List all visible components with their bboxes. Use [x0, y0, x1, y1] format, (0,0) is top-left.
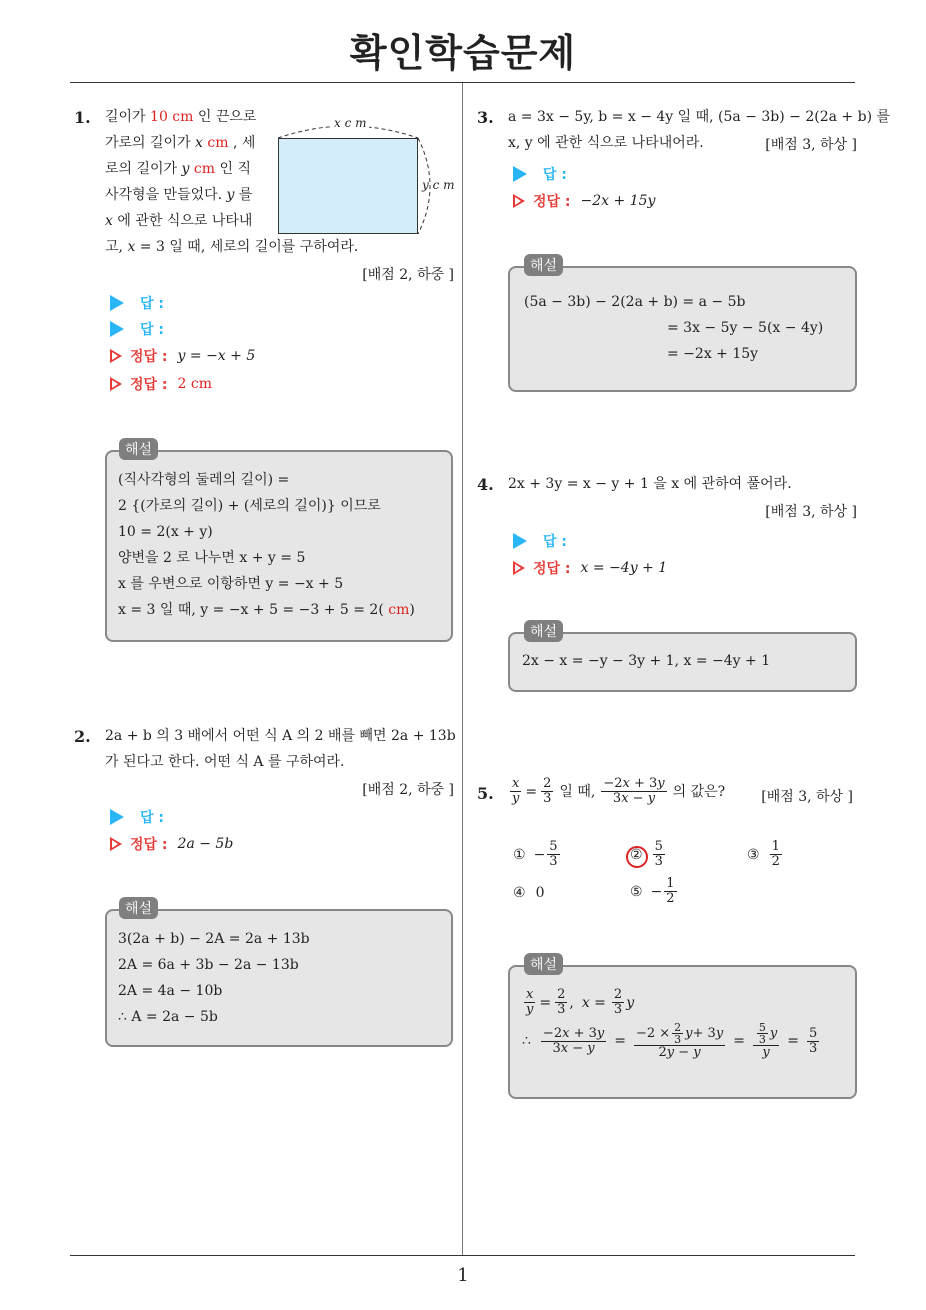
problem-5-question: $\frac{x}{y}$ = $\frac{2}{3}$ 일 때, $\frac{-2x + 3y}{3x - y}$ 의 값은? — [512, 776, 726, 806]
choice-1[interactable]: ① − $\frac{5}{3}$ — [513, 839, 558, 869]
choice-2[interactable]: ② $\frac{5}{3}$ — [630, 840, 667, 869]
play-icon — [513, 533, 527, 549]
figure-label-width: x c m — [334, 116, 367, 130]
problem-3-correct: 정답 : −2x + 15y — [513, 189, 655, 213]
problem-3-answer: 답 : — [513, 162, 567, 186]
problem-4-number: 4. — [477, 475, 494, 494]
figure-label-height: y c m — [422, 178, 455, 192]
play-icon — [513, 166, 527, 182]
explanation-tag: 해설 — [119, 438, 158, 460]
outline-triangle-icon — [513, 561, 525, 575]
problem-5-number: 5. — [477, 784, 494, 803]
problem-1-explanation: (직사각형의 둘레의 길이) = 2 {(가로의 길이) + (세로의 길이)} 이므로 10 = 2(x + y) 양변을 2 로 나누면 x + y = 5 x 를 우변으로 이항하면 y = −x + 5 x = 3 일 때, y = −x + 5 = −3 + 5 = 2( cm) — [118, 472, 415, 618]
problem-3-explanation-line-1: (5a − 3b) − 2(2a + b) = a − 5b — [524, 294, 746, 310]
choice-4[interactable]: ④ 0 — [513, 885, 545, 901]
problem-1-correct-1: 정답 : y = −x + 5 — [110, 344, 255, 368]
problem-4-meta: [배점 3, 하상 ] — [765, 504, 857, 520]
problem-3-number: 3. — [477, 108, 494, 127]
problem-3-meta: [배점 3, 하상 ] — [765, 137, 857, 153]
problem-4-answer: 답 : — [513, 529, 567, 553]
selected-circle-mark — [626, 846, 648, 868]
column-divider — [462, 83, 463, 1256]
choice-5[interactable]: ⑤ − $\frac{1}{2}$ — [630, 876, 675, 906]
rectangle-shape — [278, 138, 418, 234]
problem-3-explanation-line-2: = 3x − 5y − 5(x − 4y) — [667, 320, 824, 336]
play-icon — [110, 321, 124, 337]
outline-triangle-icon — [110, 377, 122, 391]
problem-2-correct: 정답 : 2a − 5b — [110, 832, 233, 856]
problem-3-explanation-line-3: = −2x + 15y — [667, 346, 759, 362]
problem-1-meta: [배점 2, 하중 ] — [362, 267, 454, 283]
bottom-divider — [70, 1255, 855, 1256]
problem-2-explanation: 3(2a + b) − 2A = 2a + 13b 2A = 6a + 3b − 2a − 13b 2A = 4a − 10b ∴ A = 2a − 5b — [118, 931, 310, 1025]
explanation-tag: 해설 — [524, 254, 563, 276]
problem-3-text: a = 3x − 5y, b = x − 4y 일 때, (5a − 3b) − 2(2a + b) 를 x, y 에 관한 식으로 나타내어라. — [508, 109, 891, 151]
play-icon — [110, 295, 124, 311]
problem-1-number: 1. — [74, 108, 91, 127]
explanation-tag: 해설 — [524, 953, 563, 975]
problem-1-text: 길이가 10 cm 인 끈으로 가로의 길이가 x cm , 세 로의 길이가 y cm 인 직 사각형을 만들었다. y 를 x 에 관한 식으로 나타내 고, x = 3 일 때, 세로의 길이를 구하여라. — [105, 109, 359, 255]
page-title: 확인학습문제 — [349, 31, 577, 75]
explanation-tag: 해설 — [524, 620, 563, 642]
play-icon — [110, 809, 124, 825]
problem-2-answer: 답 : — [110, 805, 164, 829]
page-number: 1 — [457, 1265, 469, 1286]
problem-5-explanation-line-1: $\frac{x}{y}$ = $\frac{2}{3}$ , x = $\frac{2}{3}$ y — [526, 987, 635, 1017]
problem-1-answer-2: 답 : — [110, 317, 164, 341]
problem-4-correct: 정답 : x = −4y + 1 — [513, 556, 667, 580]
problem-5-meta: [배점 3, 하상 ] — [761, 789, 853, 805]
problem-1-answer-1: 답 : — [110, 291, 164, 315]
problem-1-correct-2: 정답 : 2 cm — [110, 372, 212, 396]
explanation-tag: 해설 — [119, 897, 158, 919]
choice-3[interactable]: ③ $\frac{1}{2}$ — [747, 839, 780, 869]
outline-triangle-icon — [110, 349, 122, 363]
problem-5-explanation-line-2: ∴ $\frac{-2x + 3y}{3x - y}$ = −2 × $\frac{2}{3}$ y + 3 y 2y − y = $\frac{5}{3}$ y y = $\frac{5}{3}$ — [522, 1021, 818, 1060]
problem-2-meta: [배점 2, 하중 ] — [362, 782, 454, 798]
problem-4-text: 2x + 3y = x − y + 1 을 x 에 관하여 풀어라. — [508, 476, 792, 492]
problem-2-number: 2. — [74, 727, 91, 746]
problem-4-explanation: 2x − x = −y − 3y + 1, x = −4y + 1 — [522, 653, 771, 669]
outline-triangle-icon — [110, 837, 122, 851]
problem-2-text: 2a + b 의 3 배에서 어떤 식 A 의 2 배를 빼면 2a + 13b 가 된다고 한다. 어떤 식 A 를 구하여라. — [105, 728, 456, 770]
outline-triangle-icon — [513, 194, 525, 208]
